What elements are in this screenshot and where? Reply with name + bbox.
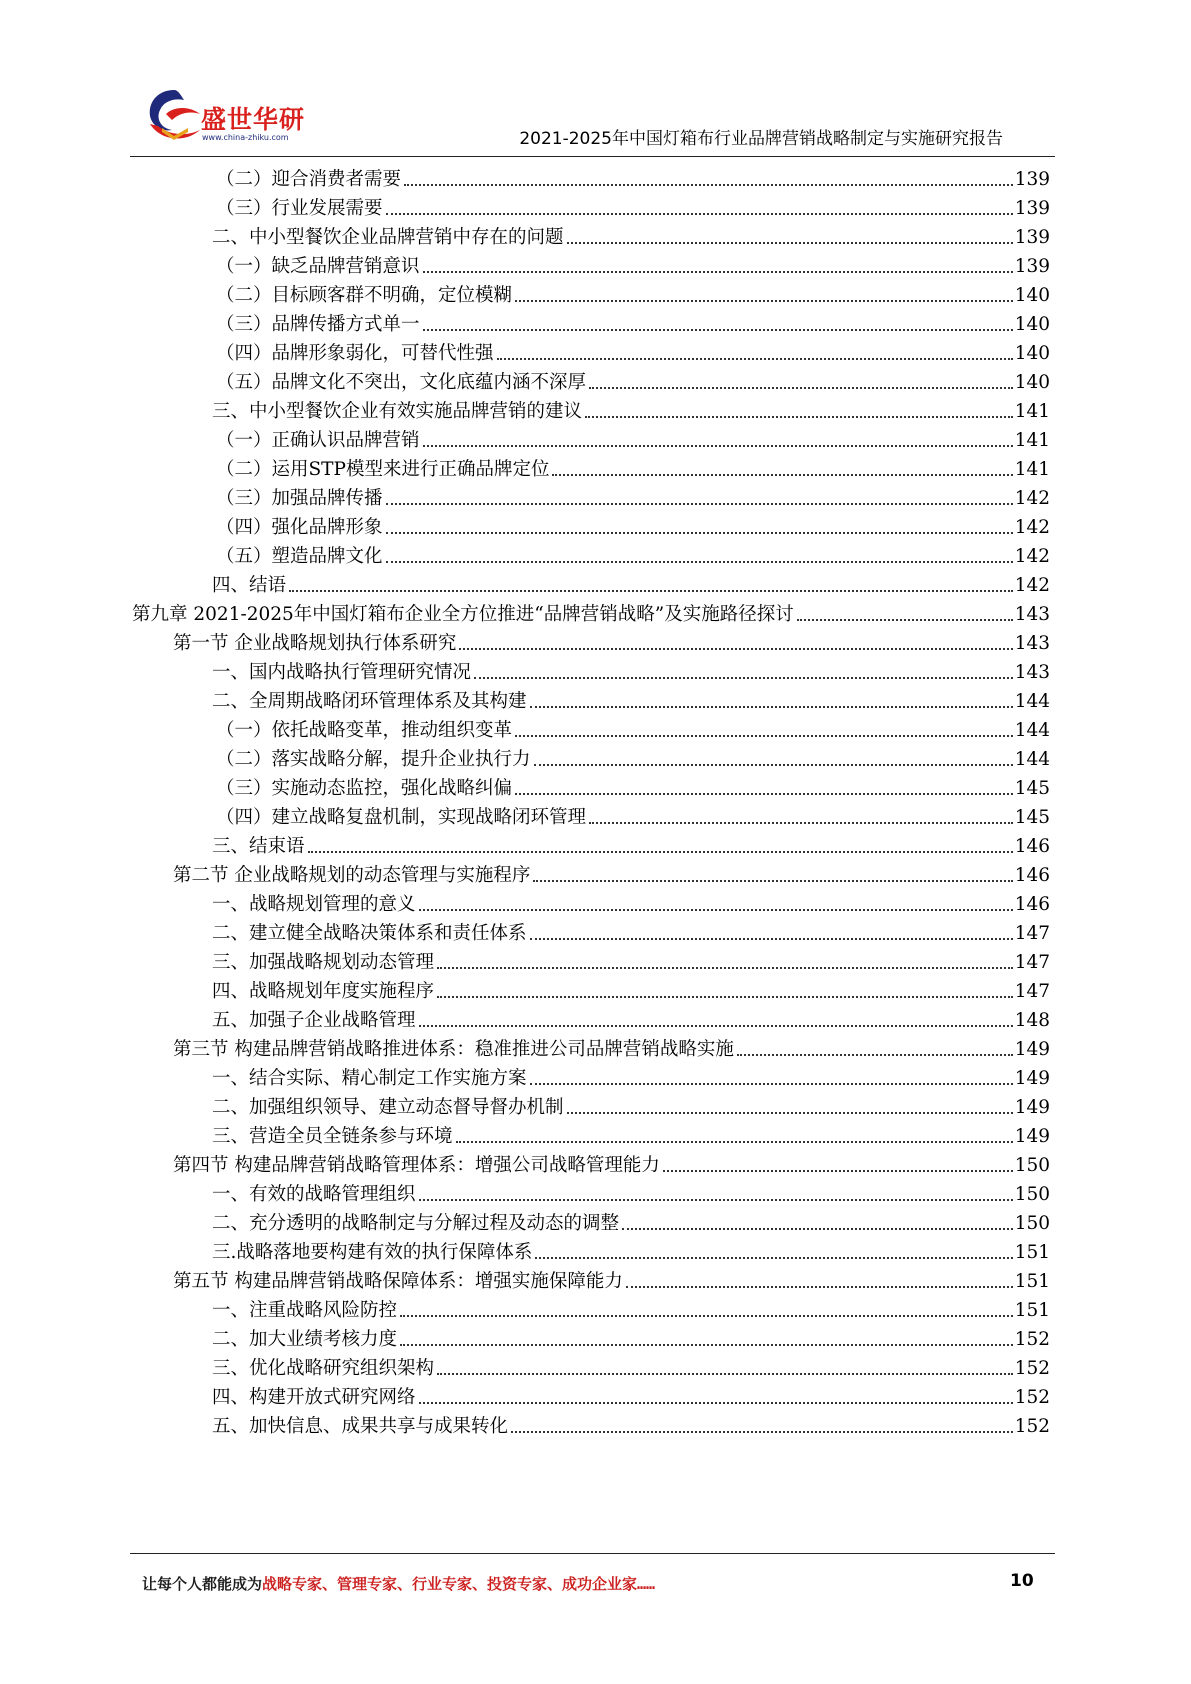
toc-entry[interactable] <box>212 392 1050 423</box>
toc-entry-page: 148 <box>1014 1010 1050 1031</box>
toc-entry-page: 139 <box>1014 198 1050 219</box>
toc-leader-dots <box>400 1344 1013 1346</box>
toc-entry-title: 二、全周期战略闭环管理体系及其构建 <box>212 691 527 712</box>
toc-entry-page: 149 <box>1014 1068 1050 1089</box>
toc-entry-title: 三、加强战略规划动态管理 <box>212 952 435 973</box>
toc-leader-dots <box>585 416 1013 418</box>
toc-entry[interactable] <box>216 363 1050 394</box>
toc-entry[interactable] <box>173 856 1050 887</box>
toc-entry-page: 143 <box>1014 633 1050 654</box>
toc-entry-title: 三.战略落地要构建有效的执行保障体系 <box>212 1242 533 1263</box>
toc-leader-dots <box>497 358 1013 360</box>
toc-entry-page: 144 <box>1014 749 1050 770</box>
toc-entry-title: 五、加快信息、成果共享与成果转化 <box>212 1416 509 1437</box>
toc-entry-title: 四、战略规划年度实施程序 <box>212 981 435 1002</box>
toc-entry-title: （二）迎合消费者需要 <box>216 169 402 190</box>
toc-entry-title: （一）缺乏品牌营销意识 <box>216 256 420 277</box>
toc-entry-title: （二）运用STP模型来进行正确品牌定位 <box>216 459 550 480</box>
toc-entry-title: （五）塑造品牌文化 <box>216 546 383 567</box>
toc-leader-dots <box>567 1112 1013 1114</box>
toc-entry-title: （四）建立战略复盘机制，实现战略闭环管理 <box>216 807 587 828</box>
toc-entry-title: 一、国内战略执行管理研究情况 <box>212 662 472 683</box>
toc-entry-title: （四）品牌形象弱化，可替代性强 <box>216 343 494 364</box>
toc-entry[interactable] <box>212 1291 1050 1322</box>
toc-leader-dots <box>511 1431 1013 1433</box>
toc-leader-dots <box>515 735 1013 737</box>
toc-entry-page: 146 <box>1014 894 1050 915</box>
toc-entry[interactable] <box>212 827 1050 858</box>
toc-leader-dots <box>386 213 1013 215</box>
toc-entry-title: （二）目标顾客群不明确，定位模糊 <box>216 285 513 306</box>
toc-entry[interactable] <box>212 1088 1050 1119</box>
toc-leader-dots <box>663 1170 1013 1172</box>
toc-entry[interactable] <box>173 1146 1050 1177</box>
toc-entry-title: 二、中小型餐饮企业品牌营销中存在的问题 <box>212 227 564 248</box>
toc-entry-page: 147 <box>1014 981 1050 1002</box>
toc-entry[interactable] <box>212 653 1050 684</box>
toc-entry-title: （三）实施动态监控，强化战略纠偏 <box>216 778 513 799</box>
toc-entry[interactable] <box>212 972 1050 1003</box>
toc-leader-dots <box>515 793 1013 795</box>
toc-entry-page: 141 <box>1014 459 1050 480</box>
toc-leader-dots <box>589 387 1013 389</box>
toc-entry-title: （三）加强品牌传播 <box>216 488 383 509</box>
toc-entry-title: 一、结合实际、精心制定工作实施方案 <box>212 1068 527 1089</box>
slogan-roles: 战略专家、管理专家、行业专家、投资专家、成功企业家…… <box>262 1575 656 1593</box>
page-number: 10 <box>1010 1571 1034 1591</box>
toc-leader-dots <box>308 851 1013 853</box>
toc-entry-page: 139 <box>1014 256 1050 277</box>
toc-entry[interactable] <box>173 1262 1050 1293</box>
toc-entry-page: 151 <box>1014 1300 1050 1321</box>
toc-entry-title: （一）依托战略变革，推动组织变革 <box>216 720 513 741</box>
toc-entry[interactable] <box>216 740 1050 771</box>
toc-entry-page: 147 <box>1014 952 1050 973</box>
toc-leader-dots <box>437 1373 1013 1375</box>
toc-entry-page: 150 <box>1014 1213 1050 1234</box>
toc-entry-title: 第三节 构建品牌营销战略推进体系：稳准推进公司品牌营销战略实施 <box>173 1039 734 1060</box>
toc-entry-page: 145 <box>1014 778 1050 799</box>
toc-entry-page: 151 <box>1014 1242 1050 1263</box>
logo <box>144 84 314 150</box>
toc-entry[interactable] <box>212 1320 1050 1351</box>
toc-entry[interactable] <box>173 624 1050 655</box>
toc-entry-page: 139 <box>1014 169 1050 190</box>
toc-leader-dots <box>797 619 1013 621</box>
toc-entry-page: 152 <box>1014 1358 1050 1379</box>
toc-entry[interactable] <box>212 1175 1050 1206</box>
toc-entry-page: 143 <box>1014 604 1050 625</box>
toc-entry-title: （四）强化品牌形象 <box>216 517 383 538</box>
document-title: 2021-2025年中国灯箱布行业品牌营销战略制定与实施研究报告 <box>519 129 1003 149</box>
toc-leader-dots <box>515 300 1013 302</box>
toc-entry-title: 第五节 构建品牌营销战略保障体系：增强实施保障能力 <box>173 1271 623 1292</box>
toc-entry-page: 147 <box>1014 923 1050 944</box>
toc-entry[interactable] <box>216 189 1050 220</box>
toc-entry-title: （一）正确认识品牌营销 <box>216 430 420 451</box>
toc-entry-page: 146 <box>1014 865 1050 886</box>
toc-leader-dots <box>530 706 1013 708</box>
toc-entry-page: 140 <box>1014 285 1050 306</box>
toc-entry-title: （三）行业发展需要 <box>216 198 383 219</box>
toc-leader-dots <box>419 1025 1013 1027</box>
toc-entry-page: 150 <box>1014 1184 1050 1205</box>
toc-entry-title: 一、注重战略风险防控 <box>212 1300 398 1321</box>
toc-entry[interactable] <box>216 305 1050 336</box>
toc-entry[interactable] <box>212 914 1050 945</box>
toc-leader-dots <box>423 271 1013 273</box>
toc-leader-dots <box>437 996 1013 998</box>
toc-entry[interactable] <box>216 247 1050 278</box>
toc-leader-dots <box>534 764 1013 766</box>
toc-leader-dots <box>535 1257 1012 1259</box>
toc-leader-dots <box>552 474 1012 476</box>
toc-entry[interactable] <box>216 160 1050 191</box>
toc-leader-dots <box>400 1315 1013 1317</box>
toc-entry-title: 二、充分透明的战略制定与分解过程及动态的调整 <box>212 1213 620 1234</box>
toc-entry-page: 144 <box>1014 720 1050 741</box>
toc-entry-page: 149 <box>1014 1097 1050 1118</box>
toc-leader-dots <box>423 329 1013 331</box>
toc-entry-page: 149 <box>1014 1126 1050 1147</box>
toc-entry-page: 144 <box>1014 691 1050 712</box>
toc-entry[interactable] <box>216 798 1050 829</box>
slogan-prefix: 让每个人都能成为 <box>142 1575 263 1593</box>
toc-entry-title: 四、结语 <box>212 575 287 596</box>
toc-entry-page: 152 <box>1014 1387 1050 1408</box>
toc-entry-title: 三、营造全员全链条参与环境 <box>212 1126 453 1147</box>
toc-entry[interactable] <box>216 479 1050 510</box>
toc-entry[interactable] <box>132 595 1050 626</box>
toc-leader-dots <box>459 648 1012 650</box>
toc-entry[interactable] <box>212 1204 1050 1235</box>
toc-entry[interactable] <box>212 218 1050 249</box>
toc-entry-title: 三、优化战略研究组织架构 <box>212 1358 435 1379</box>
toc-entry[interactable] <box>216 508 1050 539</box>
toc-leader-dots <box>456 1141 1013 1143</box>
toc-entry-title: 一、战略规划管理的意义 <box>212 894 416 915</box>
toc-leader-dots <box>567 242 1013 244</box>
toc-entry-page: 149 <box>1014 1039 1050 1060</box>
toc-entry[interactable] <box>212 943 1050 974</box>
toc-entry[interactable] <box>173 1030 1050 1061</box>
page-header <box>130 78 1055 157</box>
toc-leader-dots <box>423 445 1013 447</box>
toc-entry-page: 139 <box>1014 227 1050 248</box>
toc-entry[interactable] <box>212 682 1050 713</box>
toc-leader-dots <box>437 967 1013 969</box>
toc-entry-page: 143 <box>1014 662 1050 683</box>
toc-leader-dots <box>419 909 1013 911</box>
toc-entry[interactable] <box>212 1001 1050 1032</box>
toc-leader-dots <box>530 938 1013 940</box>
toc-entry[interactable] <box>212 1378 1050 1409</box>
toc-leader-dots <box>626 1286 1013 1288</box>
toc-entry-title: 二、加大业绩考核力度 <box>212 1329 398 1350</box>
footer-slogan <box>142 1573 655 1594</box>
toc-entry[interactable] <box>212 1059 1050 1090</box>
toc-entry[interactable] <box>212 566 1050 597</box>
toc-entry-title: 二、加强组织领导、建立动态督导督办机制 <box>212 1097 564 1118</box>
toc-entry-page: 141 <box>1014 430 1050 451</box>
toc-entry-title: 一、有效的战略管理组织 <box>212 1184 416 1205</box>
toc-entry[interactable] <box>212 1233 1050 1264</box>
toc-entry-page: 140 <box>1014 372 1050 393</box>
toc-entry[interactable] <box>216 537 1050 568</box>
toc-entry[interactable] <box>212 885 1050 916</box>
toc-entry[interactable] <box>216 276 1050 307</box>
toc-entry-page: 142 <box>1014 517 1050 538</box>
toc-leader-dots <box>474 677 1013 679</box>
toc-entry-page: 140 <box>1014 343 1050 364</box>
toc-entry[interactable] <box>212 1349 1050 1380</box>
logo-url: www.china-zhiku.com <box>202 133 289 142</box>
toc-leader-dots <box>386 532 1013 534</box>
toc-entry-title: 四、构建开放式研究网络 <box>212 1387 416 1408</box>
toc-leader-dots <box>533 880 1012 882</box>
toc-entry[interactable] <box>216 711 1050 742</box>
toc-entry-page: 142 <box>1014 575 1050 596</box>
toc-leader-dots <box>419 1199 1013 1201</box>
logo-swoosh-icon <box>144 84 206 148</box>
toc-entry-title: 五、加强子企业战略管理 <box>212 1010 416 1031</box>
toc-leader-dots <box>530 1083 1013 1085</box>
toc-entry-page: 140 <box>1014 314 1050 335</box>
toc-leader-dots <box>289 590 1013 592</box>
toc-leader-dots <box>419 1402 1013 1404</box>
toc-entry[interactable] <box>216 334 1050 365</box>
toc-entry[interactable] <box>212 1117 1050 1148</box>
toc-leader-dots <box>737 1054 1013 1056</box>
toc-entry-page: 142 <box>1014 488 1050 509</box>
toc-leader-dots <box>386 561 1013 563</box>
toc-entry-title: 第四节 构建品牌营销战略管理体系：增强公司战略管理能力 <box>173 1155 660 1176</box>
toc-entry-page: 152 <box>1014 1416 1050 1437</box>
toc-entry-title: 第一节 企业战略规划执行体系研究 <box>173 633 457 654</box>
toc-entry[interactable] <box>216 421 1050 452</box>
toc-entry-title: 第九章 2021-2025年中国灯箱布企业全方位推进“品牌营销战略”及实施路径探讨 <box>132 604 794 625</box>
toc-entry-page: 152 <box>1014 1329 1050 1350</box>
toc-entry[interactable] <box>212 1407 1050 1438</box>
toc-entry-title: 第二节 企业战略规划的动态管理与实施程序 <box>173 865 531 886</box>
toc-entry-page: 150 <box>1014 1155 1050 1176</box>
toc-entry-page: 141 <box>1014 401 1050 422</box>
toc-entry-title: 二、建立健全战略决策体系和责任体系 <box>212 923 527 944</box>
toc-entry-page: 142 <box>1014 546 1050 567</box>
toc-leader-dots <box>386 503 1013 505</box>
logo-name: 盛世华研 <box>201 105 306 134</box>
toc-leader-dots <box>589 822 1013 824</box>
footer-divider <box>130 1553 1055 1554</box>
toc-entry-title: 三、结束语 <box>212 836 305 857</box>
toc-entry[interactable] <box>216 450 1050 481</box>
toc-entry-title: （五）品牌文化不突出，文化底蕴内涵不深厚 <box>216 372 587 393</box>
toc-entry-title: （三）品牌传播方式单一 <box>216 314 420 335</box>
toc-entry-page: 145 <box>1014 807 1050 828</box>
toc-leader-dots <box>622 1228 1013 1230</box>
toc-entry-page: 151 <box>1014 1271 1050 1292</box>
toc-entry-page: 146 <box>1014 836 1050 857</box>
toc-entry[interactable] <box>216 769 1050 800</box>
toc-entry-title: 三、中小型餐饮企业有效实施品牌营销的建议 <box>212 401 583 422</box>
toc-entry-title: （二）落实战略分解，提升企业执行力 <box>216 749 531 770</box>
toc-leader-dots <box>404 184 1013 186</box>
